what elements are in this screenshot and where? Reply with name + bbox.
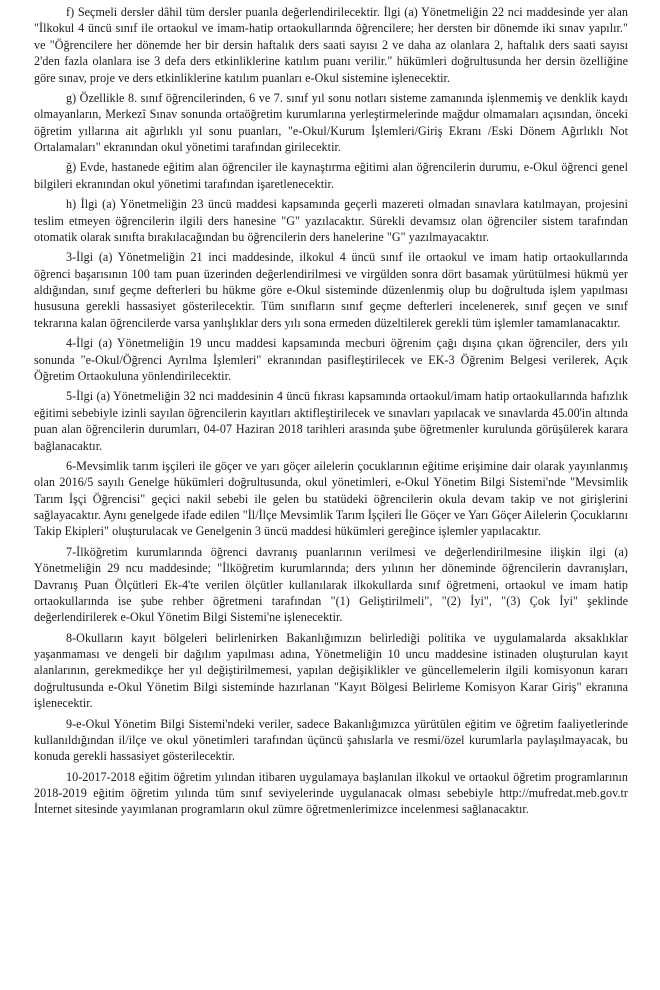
- paragraph-g: g) Özellikle 8. sınıf öğrencilerinden, 6 ve 7. sınıf yıl sonu notları sisteme zamanında işlenmemiş ve denklik kaydı olmayanların, Merkezî Sınav sonunda ortaöğretim kurumlarına yerleştirmelerinde mağdur olmamaları açısından, önceki öğretim yıllarına ait ağırlıklı yıl sonu puanları, "e-Okul/Kurum İşlemleri/Giriş Ekranı /Eski Dönem Ağırlıklı Not Ortalamaları" ekranından okul yönetimi tarafından girilecektir.: [34, 90, 628, 155]
- paragraph-7: 7-İlköğretim kurumlarında öğrenci davranış puanlarının verilmesi ve değerlendirilmesine ilişkin ilgi (a) Yönetmeliğin 29 ncu maddesinde; "İlköğretim kurumlarında; ders yılının her döneminde öğrencilerin davranışları, Davranış Puan Ölçütleri Ek-4'te verilen ölçütler kullanılarak ilkokullarda sınıf öğretmeni, ortaokul ve imam hatip ortaokullarında ise şube rehber öğretmeni tarafından "(1) Geliştirilmeli", "(2) İyi", "(3) Çok İyi" şeklinde değerlendirilerek e-Okul Yönetim Bilgi Sistemi'ne işlenecektir.: [34, 544, 628, 625]
- paragraph-3: 3-İlgi (a) Yönetmeliğin 21 inci maddesinde, ilkokul 4 üncü sınıf ile ortaokul ve imam hatip ortaokullarında öğrenci başarısının 100 tam puan üzerinden değerlendirilmesi ve virgülden sonra dört basamak yürütülmesi hükmü yer aldığından, sınıf geçme defterleri bu hükme göre e-Okul sisteminde düzenlenmiş olup bu doğrultuda işlem yapılması hususuna gerekli hassasiyet gösterilecektir. Tüm sınıfların sınıf geçme defterleri incelenerek, sınıf geçen ve sınıf tekrarına kalan öğrencilerde varsa yanlışlıklar ders yılı sona ermeden düzeltilerek gerekli tüm işlemler tamamlanacaktır.: [34, 250, 628, 330]
- paragraph-f: f) Seçmeli dersler dâhil tüm dersler puanla değerlendirilecektir. İlgi (a) Yönetmeliğin 22 nci maddesinde yer alan "İlkokul 4 üncü sınıf ile ortaokul ve imam-hatip ortaokullarında öğrencilere; her dersten bir dönemde iki sınav yapılır." ve "Öğrencilere her dönemde her bir dersin haftalık ders saati sayısı 2 ve daha az olanlara 2, haftalık ders saati sayısı 2'den fazla olanlara ise 3 defa ders etkinliklerine katılım puanı verilir." hükümleri doğrultusunda her dersin özelliğine göre sınav, proje ve ders etkinliklerine katılım puanları e-Okul sistemine işlenecektir.: [34, 5, 628, 85]
- paragraph-10: 10-2017-2018 eğitim öğretim yılından itibaren uygulamaya başlanılan ilkokul ve ortaokul öğretim programlarının 2018-2019 eğitim öğretim yılında tüm sınıf seviyelerinde uygulanacak olması sebebiyle http://mufredat.meb.gov.tr İnternet sitesinde yayımlanan programların okul zümre öğretmenlerimizce incelenmesi sağlanacaktır.: [34, 769, 628, 817]
- paragraph-8: 8-Okulların kayıt bölgeleri belirlenirken Bakanlığımızın belirlediği politika ve uygulamalarda aksaklıklar yaşanmaması ve dengeli bir dağılım yapılması adına, Yönetmeliğin 10 uncu maddesine istinaden oluşturulan kayıt alanlarının, gerekmedikçe her yıl değiştirilmemesi, yapılan değişiklikler ve güncellemelerin ilgili komisyonun kararı doğrultusunda e-Okul Yönetim Bilgi sisteminde hazırlanan "Kayıt Bölgesi Belirleme Komisyon Karar Giriş" ekranına işlenecektir.: [34, 630, 628, 711]
- paragraph-4: 4-İlgi (a) Yönetmeliğin 19 uncu maddesi kapsamında mecburi öğrenim çağı dışına çıkan öğrenciler, ders yılı sonunda "e-Okul/Öğrenci Ayrılma İşlemleri" ekranından pasifleştirilecek ve EK-3 Öğrenim Belgesi verilerek, Açık Öğretim Ortaokuluna yönlendirilecektir.: [34, 336, 628, 383]
- document-page: [34, 4, 628, 818]
- paragraph-5: 5-İlgi (a) Yönetmeliğin 32 nci maddesinin 4 üncü fıkrası kapsamında ortaokul/imam hatip ortaokullarında hafızlık eğitimi sebebiyle izinli sayılan öğrencilerin kayıtları aktifleştirilecek ve sınavları yapılacak ve sınavlarda 45.00'in altında puan alan öğrencilerin durumları, 04-07 Haziran 2018 tarihleri arasında şube öğretmenler kurulunda görüşülerek karara bağlanacaktır.: [34, 389, 628, 453]
- paragraph-9: 9-e-Okul Yönetim Bilgi Sistemi'ndeki veriler, sadece Bakanlığımızca yürütülen eğitim ve öğretim faaliyetlerinde kullanıldığından il/ilçe ve okul yönetimleri tarafından üçüncü şahıslarla ve resmi/özel kurumlarla paylaşılmayacak, bu konuda gerekli hassasiyet gösterilecektir.: [34, 716, 628, 764]
- paragraph-gg: ğ) Evde, hastanede eğitim alan öğrenciler ile kaynaştırma eğitimi alan öğrencilerin durumu, e-Okul öğrenci genel bilgileri ekranından okul yönetimi tarafından işaretlenecektir.: [34, 160, 628, 191]
- paragraph-6: 6-Mevsimlik tarım işçileri ile göçer ve yarı göçer ailelerin çocuklarının eğitime erişimine dair olarak yayınlanmış olan 2016/5 sayılı Genelge hükümleri doğrultusunda, okul yönetimleri, e-Okul Yönetim Bilgi Sistemi'nde "Mevsimlik Tarım İşçi Öğrencisi" geçici nakil sebebi ile gelen bu statüdeki öğrencilerin okula devam takip ve not girişlerini sağlayacaktır. Aynı genelgede ifade edilen "İl/İlçe Mevsimlik Tarım İşçileri İle Göçer ve Yarı Göçer Ailelerin Çocuklarını Takip Ekipleri" oluşturulacak ve Genelgenin 3 üncü maddesi hükümleri gereğince işlemler yapılacaktır.: [34, 458, 628, 539]
- paragraph-h: h) İlgi (a) Yönetmeliğin 23 üncü maddesi kapsamında geçerli mazereti olmadan sınavlara katılmayan, projesini teslim etmeyen öğrencilerin ilgili ders hanesine "G" yazılacaktır. Sürekli devamsız olan öğrenciler sistem tarafından otomatik olarak sınıfta bırakılacağından bu öğrencilerin ders hanelerine "G" yazılmayacaktır.: [34, 197, 628, 244]
